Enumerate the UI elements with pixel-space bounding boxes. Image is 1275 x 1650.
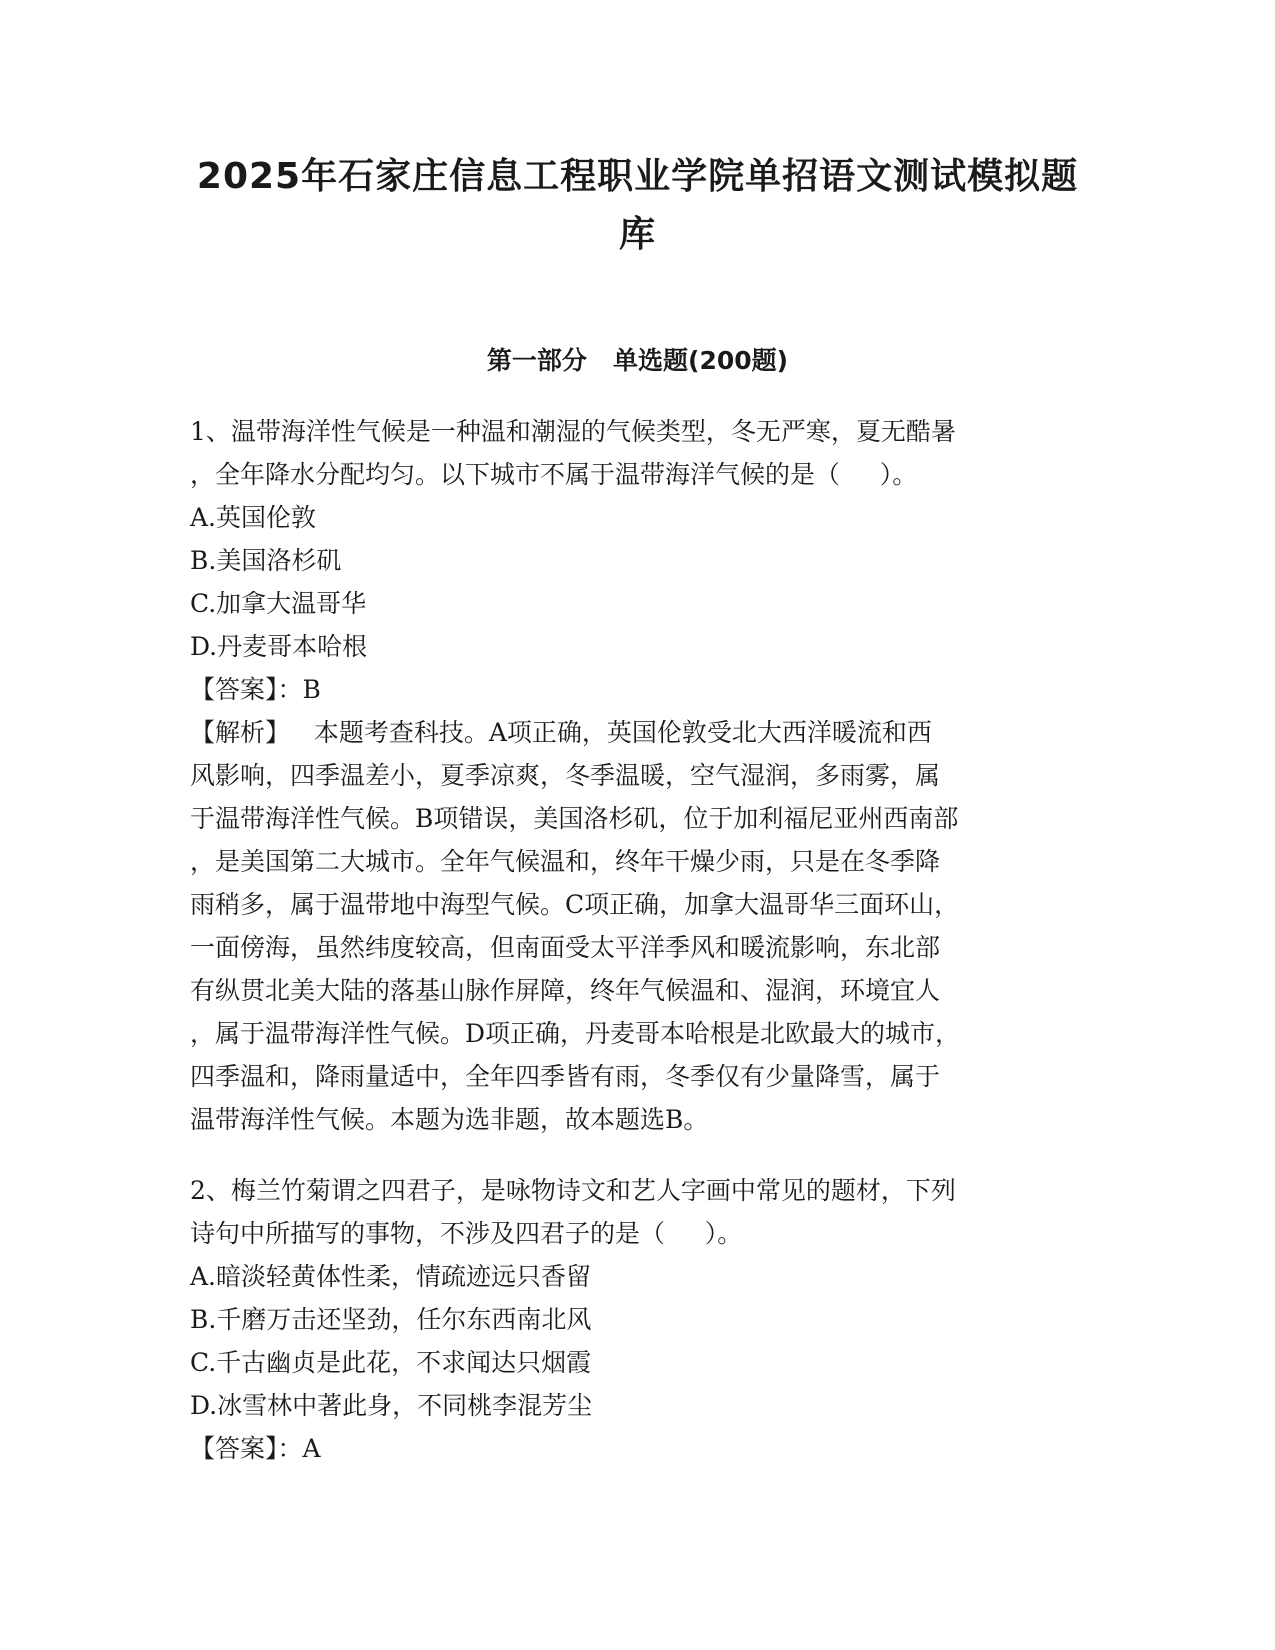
analysis-line: 一面傍海，虽然纬度较高，但南面受太平洋季风和暖流影响，东北部 <box>190 933 941 962</box>
option-d: D.冰雪林中著此身，不同桃李混芳尘 <box>190 1391 593 1420</box>
answer-line: 【答案】：B <box>190 675 321 704</box>
answer-line: 【答案】：A <box>190 1434 321 1463</box>
question-stem-line: 1、温带海洋性气候是一种温和潮湿的气候类型，冬无严寒，夏无酷暑 <box>190 417 956 446</box>
question-stem-line: 诗句中所描写的事物，不涉及四君子的是（ ）。 <box>190 1219 743 1248</box>
option-b: B.千磨万击还坚劲，任尔东西南北风 <box>190 1305 592 1334</box>
option-b: B.美国洛杉矶 <box>190 546 342 575</box>
analysis-line: 风影响，四季温差小，夏季凉爽，冬季温暖，空气湿润，多雨雾，属 <box>190 761 941 790</box>
option-d: D.丹麦哥本哈根 <box>190 632 368 661</box>
analysis-line: 【解析】 本题考查科技。A项正确，英国伦敦受北大西洋暖流和西 <box>190 718 932 747</box>
analysis-line: 有纵贯北美大陆的落基山脉作屏障，终年气候温和、湿润，环境宜人 <box>190 976 941 1005</box>
option-a: A.暗淡轻黄体性柔，情疏迹远只香留 <box>190 1262 592 1291</box>
analysis-line: ，是美国第二大城市。全年气候温和，终年干燥少雨，只是在冬季降 <box>190 847 941 876</box>
analysis-line: 四季温和，降雨量适中，全年四季皆有雨，冬季仅有少量降雪，属于 <box>190 1062 941 1091</box>
question-1 <box>190 410 1090 1141</box>
analysis-line: ，属于温带海洋性气候。D项正确，丹麦哥本哈根是北欧最大的城市， <box>190 1019 961 1048</box>
analysis-line: 温带海洋性气候。本题为选非题，故本题选B。 <box>190 1105 709 1134</box>
document-title-line-2: 库 <box>618 214 656 255</box>
section-heading: 第一部分 单选题(200题) <box>486 346 789 375</box>
option-c: C.千古幽贞是此花，不求闻达只烟霞 <box>190 1348 592 1377</box>
question-stem-line: ，全年降水分配均匀。以下城市不属于温带海洋气候的是（ ）。 <box>190 460 918 489</box>
option-c: C.加拿大温哥华 <box>190 589 367 618</box>
option-a: A.英国伦敦 <box>190 503 317 532</box>
document-title <box>160 148 1115 264</box>
document-title-line-1: 2025年石家庄信息工程职业学院单招语文测试模拟题 <box>196 156 1079 197</box>
question-2 <box>190 1169 1090 1470</box>
analysis-line: 于温带海洋性气候。B项错误，美国洛杉矶，位于加利福尼亚州西南部 <box>190 804 959 833</box>
analysis-line: 雨稍多，属于温带地中海型气候。C项正确，加拿大温哥华三面环山， <box>190 890 960 919</box>
question-stem-line: 2、梅兰竹菊谓之四君子，是咏物诗文和艺人字画中常见的题材，下列 <box>190 1176 956 1205</box>
